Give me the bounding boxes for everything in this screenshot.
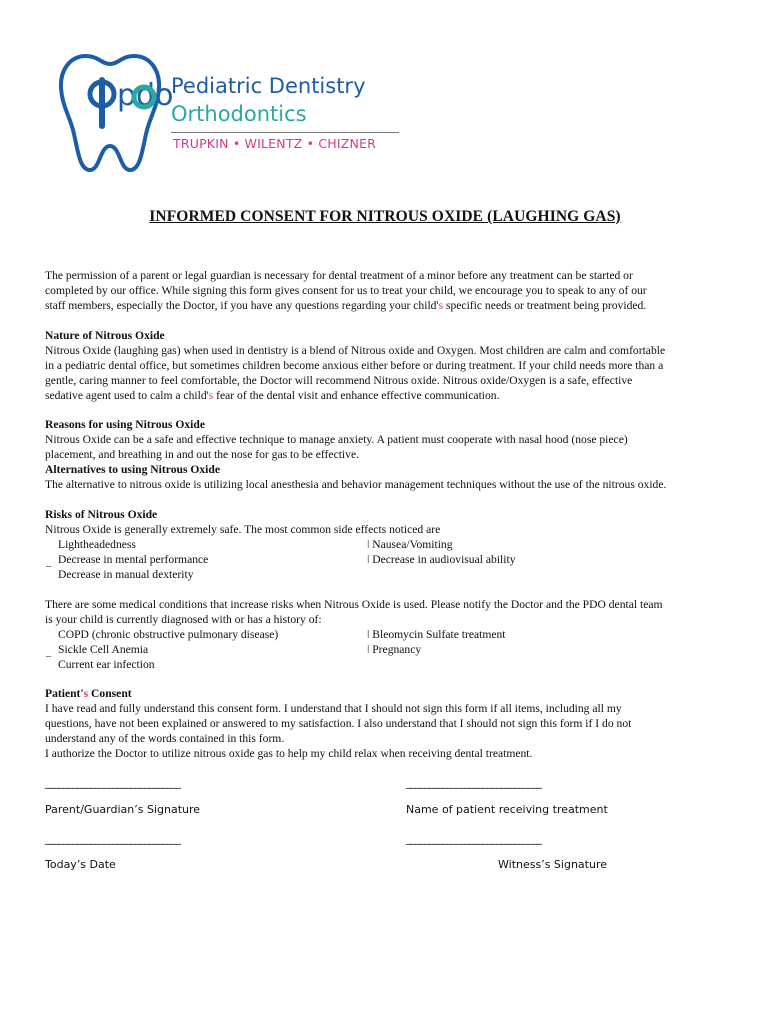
consent-section	[45, 686, 735, 761]
condition-item: Sickle Cell Anemia	[58, 643, 149, 657]
consent-line: I have read and fully understand this consent form. I understand that I should not sign this form if all items, including all my	[45, 702, 622, 716]
nature-section	[45, 328, 735, 403]
condition-row	[45, 627, 735, 642]
practice-name-line2: Orthodontics	[171, 102, 307, 126]
parent-signature-field[interactable]: ______________________________	[45, 776, 180, 789]
consent-line: questions, have not been explained or answered to my satisfaction. I also understand that I should not sign this form if I do not	[45, 717, 632, 731]
form-title: INFORMED CONSENT FOR NITROUS OXIDE (LAUGHING GAS)	[149, 208, 621, 225]
alternatives-line: The alternative to nitrous oxide is utilizing local anesthesia and behavior management techniques without the use of the nitrous oxide.	[45, 478, 667, 492]
risk-row	[45, 567, 735, 582]
risks-line: Nitrous Oxide is generally extremely safe. The most common side effects noticed are	[45, 523, 441, 537]
intro-line: staff members, especially the Doctor, if you have any questions regarding your child's specific needs or treatment being provided.	[45, 299, 647, 313]
bullet-dash: ¯	[46, 656, 51, 668]
condition-item: ǀ Bleomycin Sulfate treatment	[367, 628, 506, 642]
risk-item: ǀ Decrease in audiovisual ability	[367, 553, 516, 567]
practice-logo	[56, 50, 406, 180]
witness-signature-label: Witness’s Signature	[498, 858, 607, 871]
condition-item: ǀ Pregnancy	[367, 643, 422, 657]
reasons-line: Nitrous Oxide can be a safe and effective technique to manage anxiety. A patient must cooperate with nasal hood (nose piece)	[45, 433, 628, 447]
alternatives-heading: Alternatives to using Nitrous Oxide	[45, 463, 220, 477]
reasons-heading: Reasons for using Nitrous Oxide	[45, 418, 205, 431]
conditions-section	[45, 597, 735, 672]
tooth-logo-icon	[56, 50, 174, 176]
condition-row	[45, 642, 735, 657]
nature-heading: Nature of Nitrous Oxide	[45, 329, 165, 342]
condition-item: COPD (chronic obstructive pulmonary disease)	[58, 628, 279, 642]
risk-item: Lightheadedness	[58, 538, 136, 552]
date-label: Today’s Date	[45, 858, 116, 871]
practice-doctors: TRUPKIN • WILENTZ • CHIZNER	[173, 136, 377, 151]
witness-signature-field[interactable]: ______________________________	[406, 832, 541, 845]
patient-name-field[interactable]: ______________________________	[406, 776, 541, 789]
risk-item: Decrease in manual dexterity	[58, 568, 194, 582]
intro-line: The permission of a parent or legal guardian is necessary for dental treatment of a minor before any treatment can be started or	[45, 269, 633, 282]
conditions-line: is your child is currently diagnosed with or has a history of:	[45, 613, 322, 627]
nature-line: gentle, caring manner to feel comfortable, the Doctor will recommend Nitrous oxide. Nitrous oxide/Oxygen is a safe, effective	[45, 374, 633, 388]
risk-row	[45, 537, 735, 552]
reasons-line: placement, and breathing in and out the nose for gas to be effective.	[45, 448, 359, 462]
parent-signature-label: Parent/Guardian’s Signature	[45, 803, 201, 816]
intro-line: completed by our office. While signing this form gives consent for us to treat your child, we encourage you to speak to any of our	[45, 284, 647, 298]
intro-paragraph	[45, 268, 735, 313]
consent-line: I authorize the Doctor to utilize nitrous oxide gas to help my child relax when receiving dental treatment.	[45, 747, 533, 761]
date-field[interactable]: ______________________________	[45, 832, 180, 845]
risk-row	[45, 552, 735, 567]
condition-row	[45, 657, 735, 672]
consent-heading: Patient's Consent	[45, 687, 132, 700]
risk-item: ǀ Nausea/Vomiting	[367, 538, 453, 552]
practice-name-line1: Pediatric Dentistry	[171, 74, 366, 98]
risk-item: Decrease in mental performance	[58, 553, 209, 567]
nature-line: Nitrous Oxide (laughing gas) when used in dentistry is a blend of Nitrous oxide and Oxygen. Most children are calm and comfortable	[45, 344, 666, 358]
nature-line: sedative agent used to calm a child's fear of the dental visit and enhance effective communication.	[45, 389, 500, 403]
bullet-dash: ¯	[46, 566, 51, 578]
risks-heading: Risks of Nitrous Oxide	[45, 508, 158, 521]
logo-monogram: pdo	[117, 78, 174, 113]
logo-divider	[171, 132, 399, 133]
condition-item: Current ear infection	[58, 658, 155, 672]
reasons-section	[45, 417, 735, 492]
nature-line: in a pediatric dental office, but sometimes children become anxious either before or during treatment. If your child needs more than a	[45, 359, 664, 373]
consent-line: understand any of the words contained in this form.	[45, 732, 285, 746]
conditions-line: There are some medical conditions that increase risks when Nitrous Oxide is used. Please notify the Doctor and the PDO dental team	[45, 598, 663, 611]
risks-section	[45, 507, 735, 582]
patient-name-label: Name of patient receiving treatment	[406, 803, 608, 816]
